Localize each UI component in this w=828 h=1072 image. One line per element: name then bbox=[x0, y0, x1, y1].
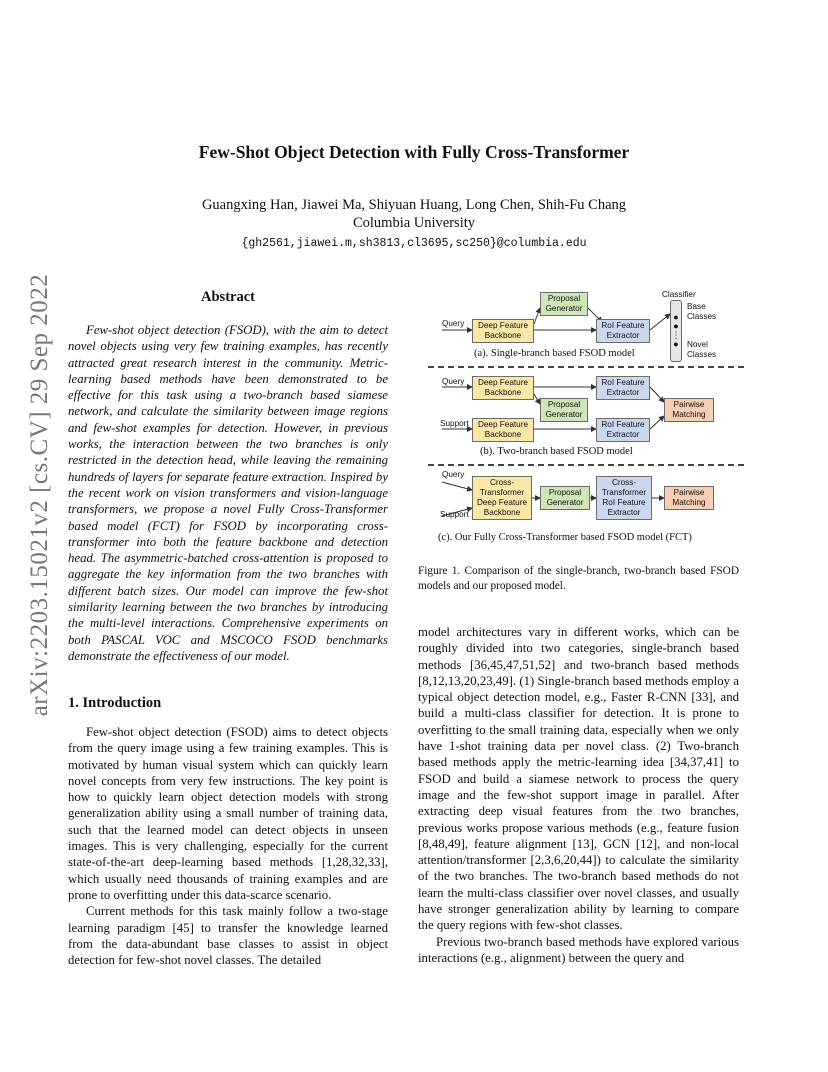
proposal-generator-c: Proposal Generator bbox=[540, 486, 590, 510]
roi-extractor-b-support: RoI Feature Extractor bbox=[596, 418, 650, 442]
classifier-dots-icon: ● ● ⋮ ● bbox=[671, 312, 681, 349]
caption-a: (a). Single-branch based FSOD model bbox=[474, 348, 635, 359]
abstract-heading: Abstract bbox=[201, 289, 255, 305]
affiliation: Columbia University bbox=[352, 215, 476, 231]
figure-caption: Figure 1. Comparison of the single-branch, two-branch based FSOD models and our proposed model. bbox=[418, 565, 739, 592]
abstract-text: Few-shot object detection (FSOD), with the aim to detect novel objects using very few training examples, has recently attracted great research interest in the community. Metric-learning based methods have been demonstrated to be effective for this task using a two-branch based siamese network, and calculate the similarity between image regions and few-shot examples for detection. However, in previous works, the interaction between the two branches is only restricted in the detection head, while leaving the remaining hundreds of layers for separate feature extraction. Inspired by the recent work on vision transformers and vision-language transformers, we propose a novel Fully Cross-Transformer based model (FCT) for FSOD by incorporating cross-transformer into both the feature backbone and detection head. The asymmetric-batched cross-attention is proposed to aggregate the key information from the two branches with different batch sizes. Our model can improve the few-shot similarity learning between the two branches by introducing the multi-level interactions. Comprehensive experiments on both PASCAL VOC and MSCOCO FSOD benchmarks demonstrate the effectiveness of our model. bbox=[68, 323, 388, 663]
support-label-b: Support bbox=[440, 419, 469, 428]
author-block bbox=[0, 196, 828, 232]
deep-feature-backbone-b-query: Deep Feature Backbone bbox=[472, 376, 534, 400]
intro-paragraph-2: Current methods for this task mainly follow a two-stage learning paradigm [45] to transfer the knowledge learned from the data-abundant base classes to assist in object detection for few-shot novel classes. The detailed bbox=[68, 904, 388, 968]
cross-transformer-backbone-c: Cross-Transformer Deep Feature Backbone bbox=[472, 476, 532, 520]
introduction-body bbox=[68, 724, 388, 968]
base-classes-label: Base Classes bbox=[687, 302, 717, 321]
pairwise-matching-b: Pairwise Matching bbox=[664, 398, 714, 422]
caption-c: (c). Our Fully Cross-Transformer based FSOD model (FCT) bbox=[438, 532, 692, 543]
deep-feature-backbone-a: Deep Feature Backbone bbox=[472, 319, 534, 343]
query-label-b: Query bbox=[442, 377, 465, 386]
query-label-c: Query bbox=[442, 470, 465, 479]
divider-1 bbox=[428, 366, 744, 368]
divider-2 bbox=[428, 464, 744, 466]
emails: {gh2561,jiawei.m,sh3813,cl3695,sc250}@columbia.edu bbox=[241, 237, 587, 250]
right-paragraph-1: model architectures vary in different works, which can be roughly divided into two categories, single-branch based methods [36,45,47,51,52] and two-branch based methods [8,12,13,20,23,49]. (1) Single-branch based methods employ a typical object detection model, e.g., Faster R-CNN [33], and build a multi-class classifier for detection. It is prone to overfitting to the small training data, especially when we only have 1-shot training data per novel class. (2) Two-branch based methods apply the metric-learning idea [34,37,41] to FSOD and build a siamese network to process the query image and the few-shot support image in parallel. After extracting deep visual features from the two branches, previous works propose various methods (e.g., feature fusion [8,48,49], feature alignment [13], GCN [12], and non-local attention/transformer [2,3,6,20,44]) to calculate the similarity of the two branches. The two-branch based methods do not learn the multi-class classifier over novel classes, and usually have stronger generalization ability by learning to compare the query regions with few-shot classes. bbox=[418, 625, 739, 933]
proposal-generator-a: Proposal Generator bbox=[540, 292, 588, 316]
intro-paragraph-1: Few-shot object detection (FSOD) aims to detect objects from the query image using a few training examples. This is motivated by human visual system which can quickly learn novel concepts from very few instructions. The key point is how to quickly learn object detection models with strong generalization ability using a small number of training data, such that the learned model can detect objects in unseen images. This is very challenging, especially for the current state-of-the-art deep-learning based methods [1,28,32,33], which usually need thousands of training examples and are prone to overfitting under this data-scarce scenario. bbox=[68, 725, 388, 902]
roi-extractor-a: RoI Feature Extractor bbox=[596, 319, 650, 343]
caption-b: (b). Two-branch based FSOD model bbox=[480, 446, 633, 457]
figure-1 bbox=[428, 286, 744, 548]
authors: Guangxing Han, Jiawei Ma, Shiyuan Huang, Long Chen, Shih-Fu Chang bbox=[201, 197, 627, 213]
classifier-label: Classifier bbox=[662, 290, 696, 299]
roi-extractor-b-query: RoI Feature Extractor bbox=[596, 376, 650, 400]
proposal-generator-b: Proposal Generator bbox=[540, 398, 588, 422]
right-paragraph-2: Previous two-branch based methods have explored various interactions (e.g., alignment) between the query and bbox=[418, 934, 739, 965]
paper-title: Few-Shot Object Detection with Fully Cross-Transformer bbox=[198, 142, 630, 162]
arxiv-id: arXiv:2203.15021v2 [cs.CV] 29 Sep 2022 bbox=[26, 273, 53, 717]
cross-transformer-roi-c: Cross-Transformer RoI Feature Extractor bbox=[596, 476, 652, 520]
pairwise-matching-c: Pairwise Matching bbox=[664, 486, 714, 510]
classifier-bar bbox=[670, 300, 682, 362]
arxiv-sidebar bbox=[22, 273, 58, 717]
deep-feature-backbone-b-support: Deep Feature Backbone bbox=[472, 418, 534, 442]
support-label-c: Support bbox=[440, 510, 469, 519]
introduction-heading: 1. Introduction bbox=[68, 695, 162, 711]
query-label-a: Query bbox=[442, 319, 465, 328]
right-column-body bbox=[418, 624, 739, 966]
novel-classes-label: Novel Classes bbox=[687, 340, 717, 359]
